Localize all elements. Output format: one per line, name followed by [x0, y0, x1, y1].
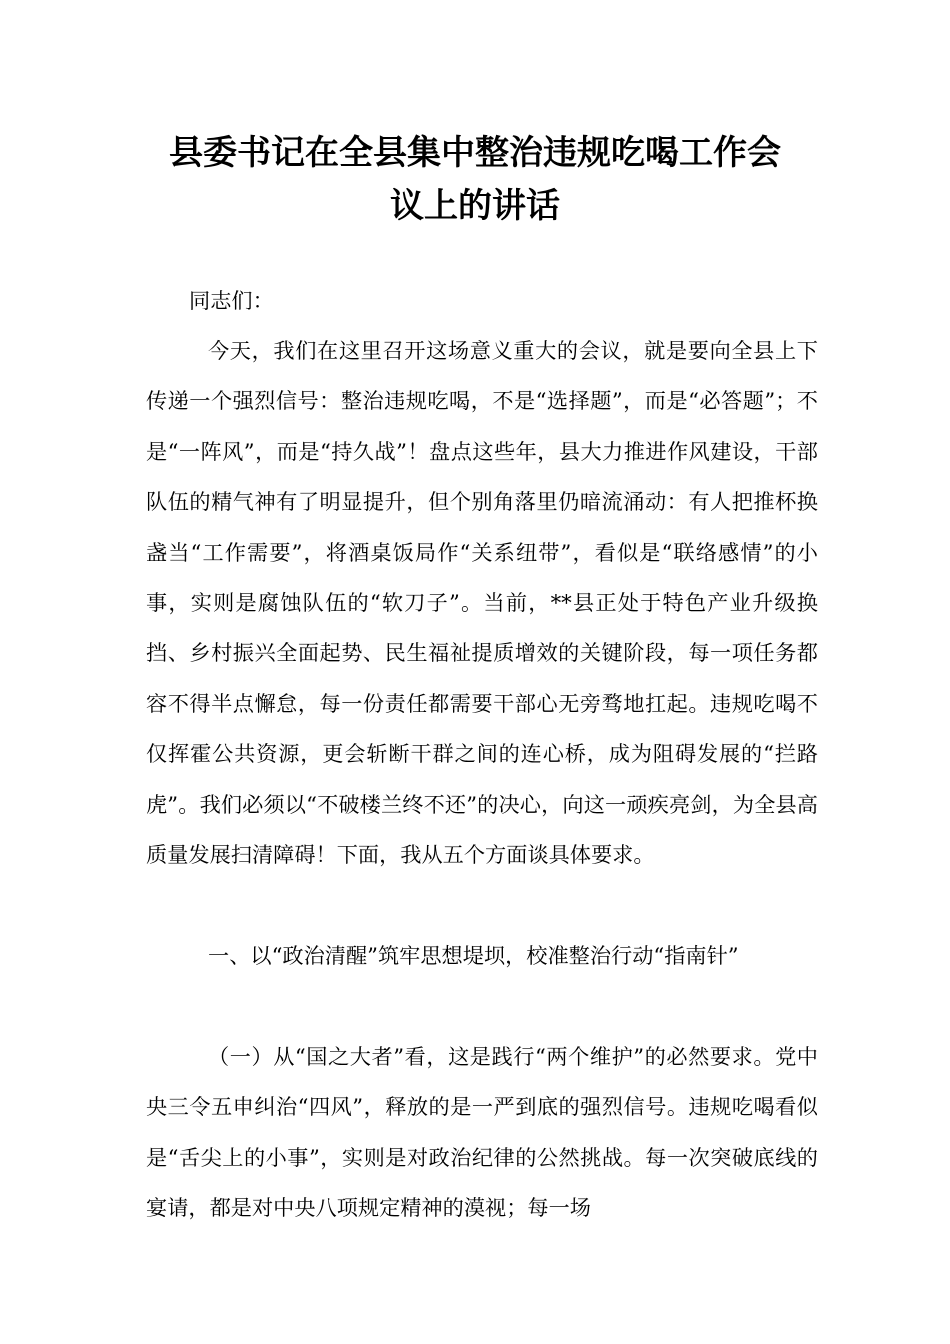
paragraph-subsection-1: （一）从“国之大者”看，这是践行“两个维护”的必然要求。党中央三令五申纠治“四风”，释放的是一严到底的强烈信号。违规吃喝看似是“舌尖上的小事”，实则是对政治纪律的公然挑战。每一次突破底线的宴请，都是对中央八项规定精神的漠视；每一场: [146, 1044, 818, 1221]
section-heading-1: 一、以“政治清醒”筑牢思想堤坝，校准整治行动“指南针”: [208, 943, 739, 968]
greeting: 同志们：: [189, 288, 274, 313]
paragraph-intro: 今天，我们在这里召开这场意义重大的会议，就是要向全县上下传递一个强烈信号：整治违规吃喝，不是“选择题”，而是“必答题”；不是“一阵风”，而是“持久战”！盘点这些年，县大力推进作风建设，干部队伍的精气神有了明显提升，但个别角落里仍暗流涌动：有人把推杯换盏当“工作需要”，将酒桌饭局作“关系纽带”，看似是“联络感情”的小事，实则是腐蚀队伍的“软刀子”。当前，**县正处于特色产业升级换挡、乡村振兴全面起势、民生福祉提质增效的关键阶段，每一项任务都容不得半点懈怠，每一份责任都需要干部心无旁骛地扛起。违规吃喝不仅挥霍公共资源，更会斩断干群之间的连心桥，成为阻碍发展的“拦路虎”。我们必须以“不破楼兰终不还”的决心，向这一顽疾亮剑，为全县高质量发展扫清障碍！下面，我从五个方面谈具体要求。: [146, 338, 818, 868]
document-title-line-1: 县委书记在全县集中整治违规吃喝工作会: [169, 133, 781, 173]
document-title-line-2: 议上的讲话: [390, 186, 560, 226]
